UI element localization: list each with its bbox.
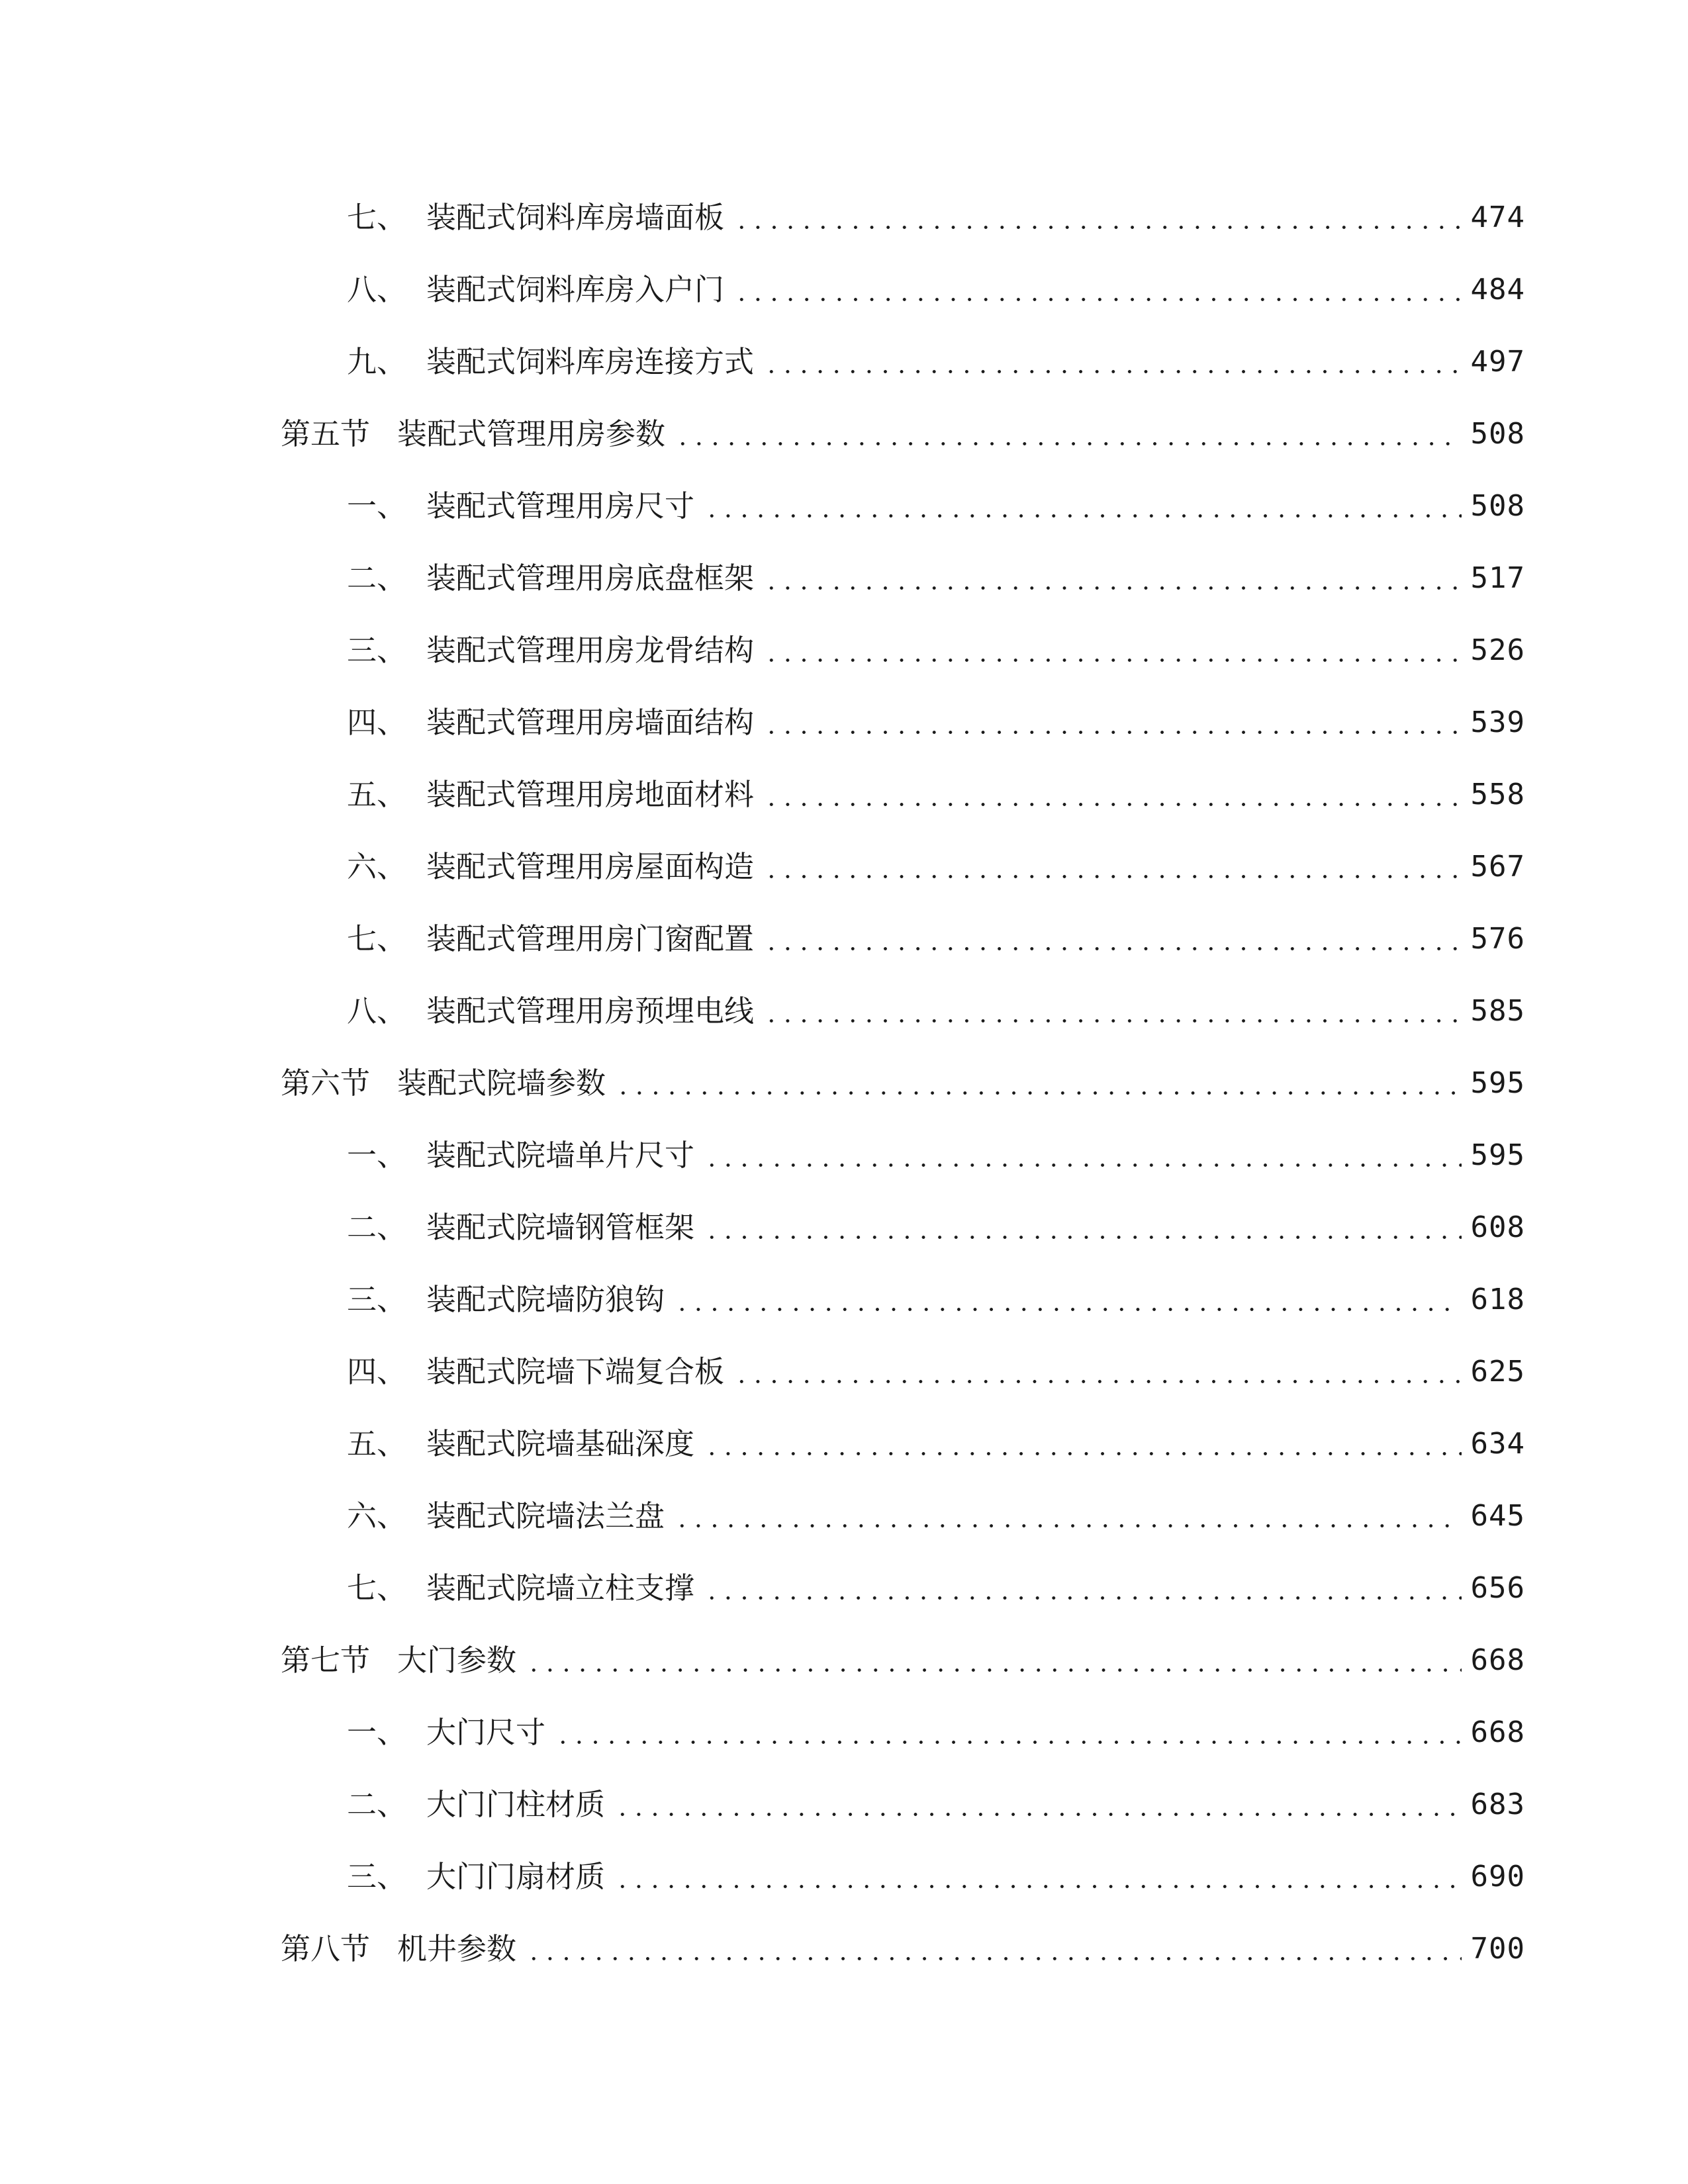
- entry-title: 装配式院墙单片尺寸: [426, 1138, 695, 1173]
- entry-title: 装配式院墙下端复合板: [426, 1354, 725, 1389]
- entry-title: 装配式饲料库房连接方式: [426, 344, 755, 379]
- entry-title: 装配式院墙基础深度: [426, 1426, 695, 1461]
- entry-number: 六、: [347, 1498, 407, 1533]
- toc-entry[interactable]: [347, 1206, 1525, 1250]
- entry-title: 装配式院墙钢管框架: [426, 1210, 695, 1245]
- dot-leader: [763, 989, 1462, 1033]
- section-title: 机井参数: [397, 1931, 517, 1966]
- section-number: 第六节: [281, 1066, 371, 1101]
- page-number: 517: [1470, 561, 1525, 595]
- entry-title: 装配式院墙法兰盘: [426, 1498, 665, 1533]
- entry-number: 一、: [347, 1715, 407, 1750]
- toc-section-entry[interactable]: [281, 412, 1525, 456]
- page-number: 539: [1470, 705, 1525, 739]
- entry-title: 装配式院墙防狼钩: [426, 1282, 665, 1317]
- page-number: 497: [1470, 345, 1525, 379]
- page-number: 668: [1470, 1715, 1525, 1749]
- toc-entry[interactable]: [347, 1278, 1525, 1322]
- entry-number: 四、: [347, 705, 407, 740]
- entry-number: 五、: [347, 777, 407, 812]
- toc-entry[interactable]: [347, 1711, 1525, 1754]
- entry-title: 装配式管理用房墙面结构: [426, 705, 755, 740]
- page-number: 645: [1470, 1499, 1525, 1533]
- entry-number: 七、: [347, 200, 407, 235]
- entry-number: 二、: [347, 561, 407, 596]
- section-title: 装配式管理用房参数: [397, 416, 666, 451]
- section-number: 第五节: [281, 416, 371, 451]
- entry-title: 装配式管理用房预埋电线: [426, 993, 755, 1028]
- toc-entry[interactable]: [347, 1422, 1525, 1466]
- dot-leader: [704, 1206, 1462, 1250]
- entry-title: 装配式管理用房地面材料: [426, 777, 755, 812]
- page-number: 634: [1470, 1427, 1525, 1461]
- page-number: 625: [1470, 1355, 1525, 1388]
- dot-leader: [704, 1422, 1462, 1466]
- dot-leader: [763, 845, 1462, 889]
- page-number: 474: [1470, 201, 1525, 234]
- page-number: 567: [1470, 850, 1525, 884]
- dot-leader: [763, 557, 1462, 600]
- entry-number: 七、: [347, 1570, 407, 1606]
- entry-title: 大门尺寸: [426, 1715, 546, 1750]
- entry-title: 装配式管理用房龙骨结构: [426, 633, 755, 668]
- entry-number: 七、: [347, 921, 407, 956]
- toc-entry[interactable]: [347, 484, 1525, 528]
- dot-leader: [733, 196, 1462, 240]
- toc-entry[interactable]: [347, 773, 1525, 817]
- toc-entry[interactable]: [347, 268, 1525, 312]
- entry-title: 装配式院墙立柱支撑: [426, 1570, 695, 1606]
- section-title: 装配式院墙参数: [397, 1066, 606, 1101]
- page-number: 595: [1470, 1138, 1525, 1172]
- dot-leader: [763, 701, 1462, 745]
- entry-title: 装配式管理用房屋面构造: [426, 849, 755, 884]
- dot-leader: [674, 1278, 1462, 1322]
- dot-leader: [733, 268, 1462, 312]
- page-number: 690: [1470, 1860, 1525, 1893]
- entry-title: 大门门扇材质: [426, 1859, 606, 1894]
- toc-entry[interactable]: [347, 1783, 1525, 1827]
- entry-number: 三、: [347, 1859, 407, 1894]
- toc-entry[interactable]: [347, 1494, 1525, 1538]
- section-number: 第八节: [281, 1931, 371, 1966]
- entry-title: 装配式管理用房门窗配置: [426, 921, 755, 956]
- toc-entry[interactable]: [347, 1134, 1525, 1177]
- entry-title: 装配式管理用房底盘框架: [426, 561, 755, 596]
- page-number: 576: [1470, 922, 1525, 956]
- toc-section-entry[interactable]: [281, 1927, 1525, 1971]
- dot-leader: [614, 1855, 1462, 1899]
- toc-entry[interactable]: [347, 989, 1525, 1033]
- toc-section-entry[interactable]: [281, 1639, 1525, 1682]
- dot-leader: [704, 1567, 1462, 1610]
- section-number: 第七节: [281, 1643, 371, 1678]
- dot-leader: [704, 484, 1462, 528]
- toc-entry[interactable]: [347, 1350, 1525, 1394]
- dot-leader: [526, 1639, 1462, 1682]
- toc-entry[interactable]: [347, 557, 1525, 600]
- dot-leader: [675, 412, 1462, 456]
- toc-entry[interactable]: [347, 340, 1525, 384]
- entry-number: 二、: [347, 1787, 407, 1822]
- toc-entry[interactable]: [347, 845, 1525, 889]
- dot-leader: [763, 629, 1462, 672]
- entry-number: 五、: [347, 1426, 407, 1461]
- page-number: 585: [1470, 994, 1525, 1028]
- entry-number: 八、: [347, 272, 407, 307]
- page-number: 484: [1470, 273, 1525, 306]
- page-number: 526: [1470, 633, 1525, 667]
- dot-leader: [763, 340, 1462, 384]
- page-number: 618: [1470, 1283, 1525, 1316]
- toc-entry[interactable]: [347, 196, 1525, 240]
- toc-section-entry[interactable]: [281, 1062, 1525, 1105]
- toc-entry[interactable]: [347, 629, 1525, 672]
- page-number: 656: [1470, 1571, 1525, 1605]
- entry-number: 三、: [347, 1282, 407, 1317]
- entry-title: 装配式饲料库房入户门: [426, 272, 725, 307]
- page-number: 508: [1470, 489, 1525, 523]
- dot-leader: [615, 1062, 1462, 1105]
- dot-leader: [763, 917, 1462, 961]
- dot-leader: [763, 773, 1462, 817]
- dot-leader: [614, 1783, 1462, 1827]
- entry-number: 九、: [347, 344, 407, 379]
- dot-leader: [674, 1494, 1462, 1538]
- page-number: 608: [1470, 1210, 1525, 1244]
- dot-leader: [704, 1134, 1462, 1177]
- dot-leader: [526, 1927, 1462, 1971]
- entry-number: 三、: [347, 633, 407, 668]
- entry-number: 六、: [347, 849, 407, 884]
- page-number: 683: [1470, 1788, 1525, 1821]
- entry-number: 八、: [347, 993, 407, 1028]
- entry-title: 大门门柱材质: [426, 1787, 606, 1822]
- entry-number: 一、: [347, 488, 407, 523]
- page-number: 595: [1470, 1066, 1525, 1100]
- toc-entry[interactable]: [347, 1855, 1525, 1899]
- page-number: 508: [1470, 417, 1525, 451]
- toc-entry[interactable]: [347, 1567, 1525, 1610]
- page-number: 700: [1470, 1932, 1525, 1966]
- section-title: 大门参数: [397, 1643, 517, 1678]
- page-number: 558: [1470, 778, 1525, 811]
- entry-number: 一、: [347, 1138, 407, 1173]
- dot-leader: [555, 1711, 1462, 1754]
- entry-title: 装配式饲料库房墙面板: [426, 200, 725, 235]
- toc-entry[interactable]: [347, 917, 1525, 961]
- entry-title: 装配式管理用房尺寸: [426, 488, 695, 523]
- entry-number: 四、: [347, 1354, 407, 1389]
- page-number: 668: [1470, 1643, 1525, 1677]
- entry-number: 二、: [347, 1210, 407, 1245]
- toc-entry[interactable]: [347, 701, 1525, 745]
- dot-leader: [733, 1350, 1462, 1394]
